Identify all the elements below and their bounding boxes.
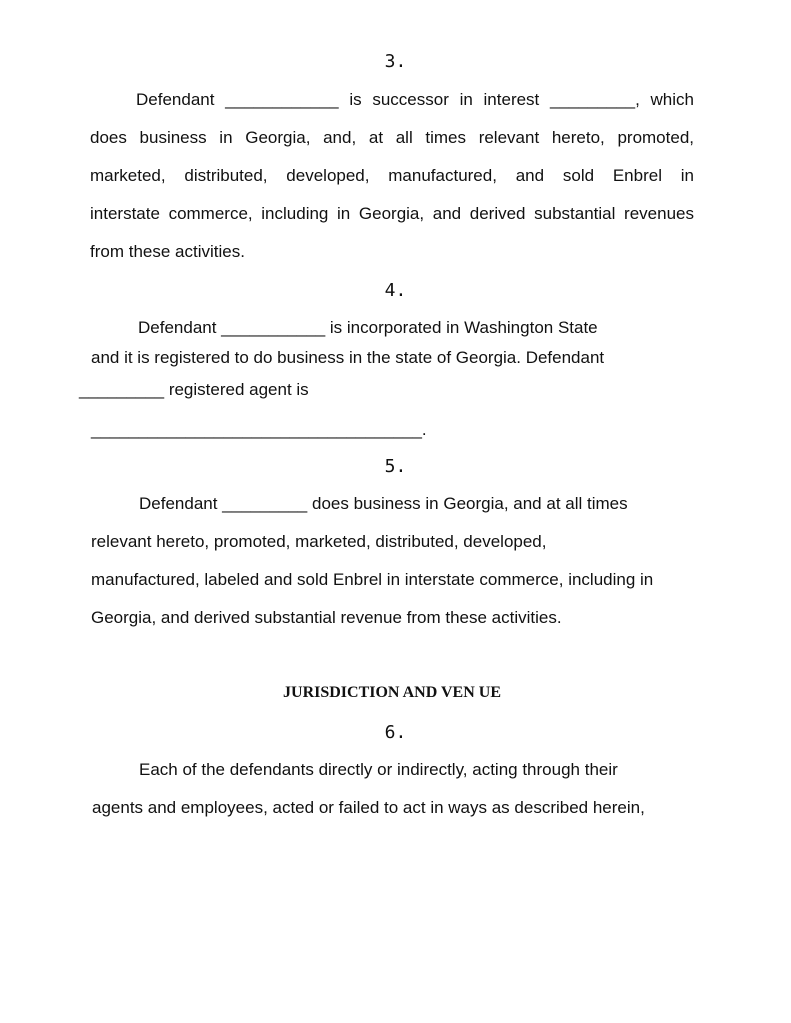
paragraph-3-line-3: marketed, distributed, developed, manufactured, and sold Enbrel in [90,166,694,185]
paragraph-number-4: 4. [384,280,407,301]
paragraph-5-line-3: manufactured, labeled and sold Enbrel in interstate commerce, including in [91,570,654,589]
section-heading: JURISDICTION AND VEN UE [283,684,501,701]
paragraph-6-line-2: agents and employees, acted or failed to act in ways as described herein, [92,798,645,817]
paragraph-3-line-4: interstate commerce, including in Georgia, and derived substantial revenues [90,204,694,223]
paragraph-3-line-5: from these activities. [90,242,245,261]
paragraph-4-line-1: Defendant ___________ is incorporated in Washington State [138,318,598,337]
paragraph-4-line-3: _________ registered agent is [79,380,309,399]
paragraph-number-5: 5. [384,456,407,477]
paragraph-5-line-1: Defendant _________ does business in Georgia, and at all times [139,494,628,513]
paragraph-number-3: 3. [384,51,407,72]
paragraph-6-line-1: Each of the defendants directly or indirectly, acting through their [139,760,618,779]
paragraph-4-line-4: ___________________________________. [91,420,427,439]
paragraph-5-line-2: relevant hereto, promoted, marketed, distributed, developed, [91,532,547,551]
paragraph-4-line-2: and it is registered to do business in the state of Georgia. Defendant [91,348,605,367]
paragraph-5-line-4: Georgia, and derived substantial revenue from these activities. [91,608,562,627]
paragraph-3-line-1: Defendant ____________ is successor in interest _________, which [136,90,694,109]
paragraph-3-line-2: does business in Georgia, and, at all times relevant hereto, promoted, [90,128,694,147]
paragraph-number-6: 6. [384,722,407,743]
